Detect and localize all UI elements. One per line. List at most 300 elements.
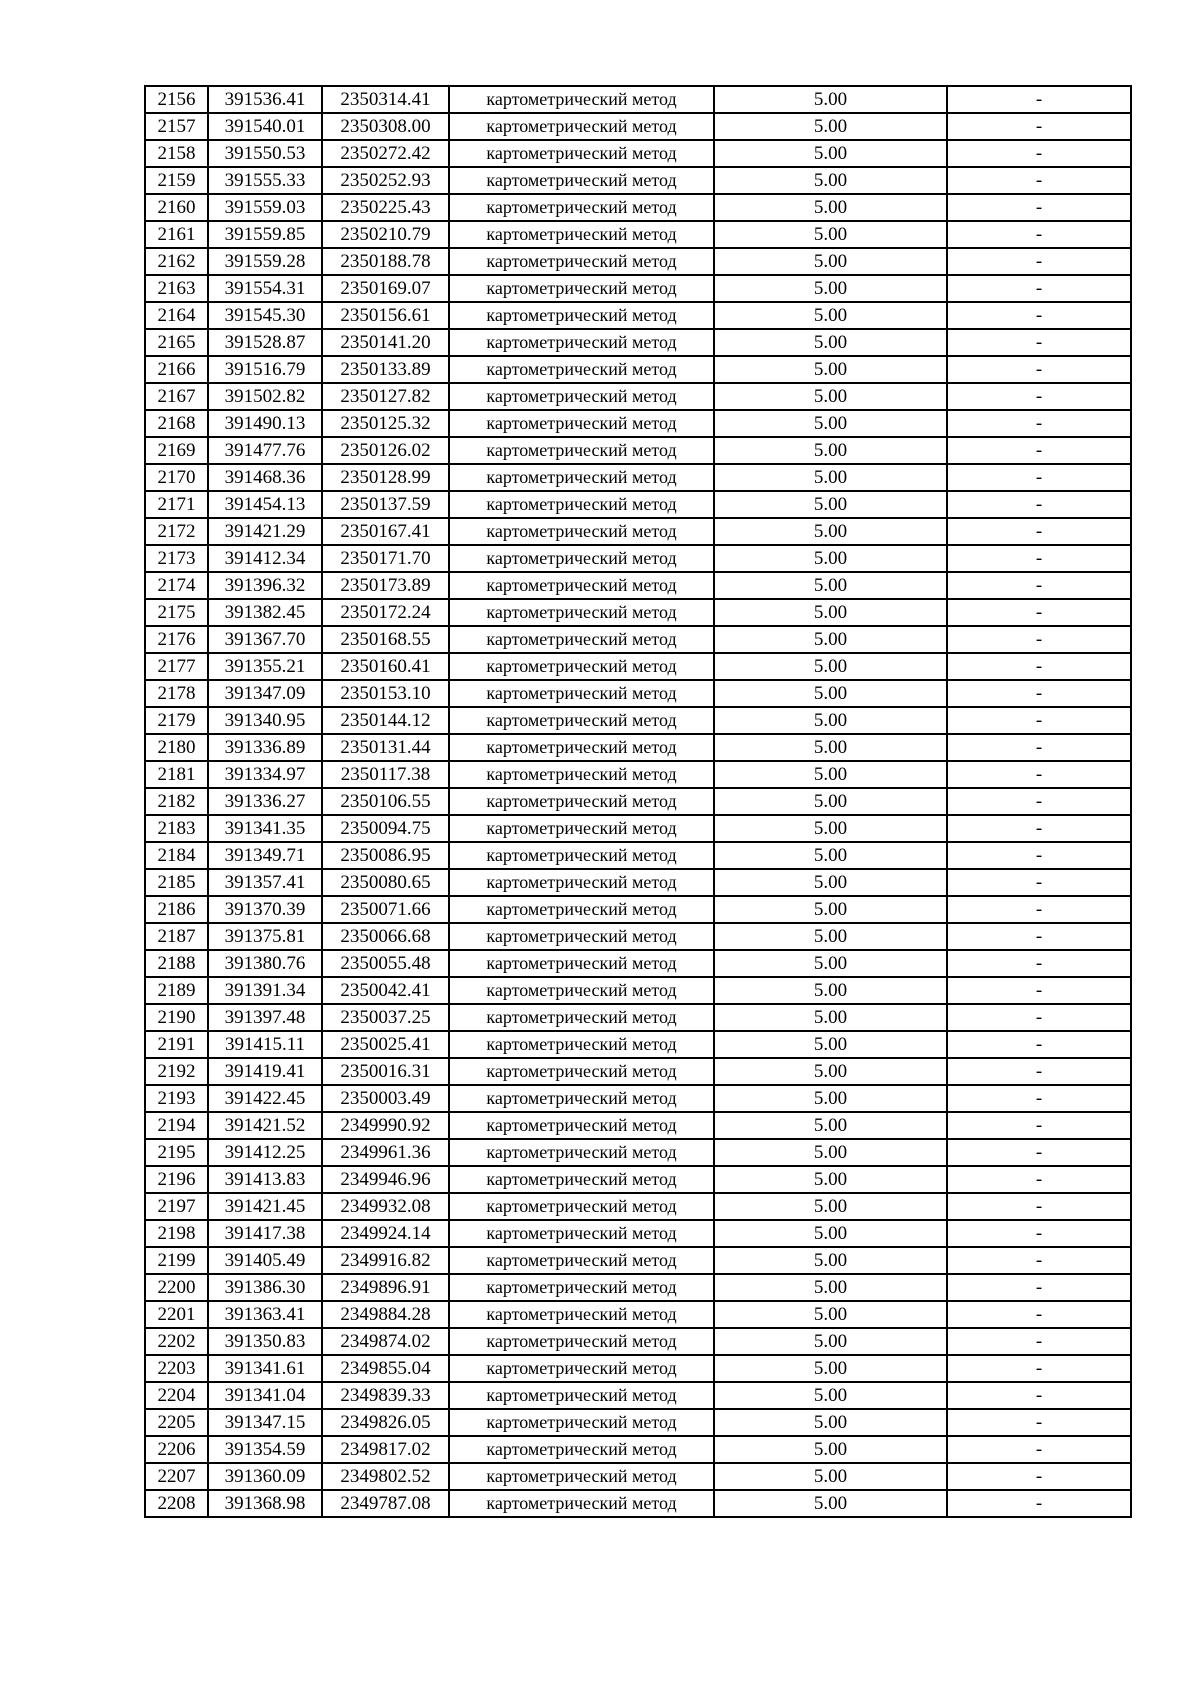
x-coordinate-cell: 391368.98 <box>208 1490 322 1517</box>
x-coordinate-cell: 391421.45 <box>208 1193 322 1220</box>
x-coordinate-cell: 391349.71 <box>208 842 322 869</box>
point-number-cell: 2180 <box>145 734 208 761</box>
table-row <box>145 1220 1131 1247</box>
y-coordinate-cell: 2350210.79 <box>322 221 449 248</box>
point-number-cell: 2161 <box>145 221 208 248</box>
table-row <box>145 167 1131 194</box>
x-coordinate-cell: 391375.81 <box>208 923 322 950</box>
table-row <box>145 275 1131 302</box>
precision-cell: 5.00 <box>714 275 947 302</box>
point-number-cell: 2199 <box>145 1247 208 1274</box>
precision-cell: 5.00 <box>714 815 947 842</box>
table-row <box>145 1139 1131 1166</box>
method-cell: картометрический метод <box>449 707 714 734</box>
precision-cell: 5.00 <box>714 1436 947 1463</box>
table-row <box>145 1490 1131 1517</box>
x-coordinate-cell: 391540.01 <box>208 113 322 140</box>
table-row <box>145 248 1131 275</box>
x-coordinate-cell: 391412.34 <box>208 545 322 572</box>
point-number-cell: 2187 <box>145 923 208 950</box>
note-cell: - <box>947 86 1131 113</box>
precision-cell: 5.00 <box>714 572 947 599</box>
note-cell: - <box>947 626 1131 653</box>
note-cell: - <box>947 1463 1131 1490</box>
table-row <box>145 923 1131 950</box>
point-number-cell: 2193 <box>145 1085 208 1112</box>
note-cell: - <box>947 680 1131 707</box>
table-row <box>145 410 1131 437</box>
x-coordinate-cell: 391468.36 <box>208 464 322 491</box>
table-row <box>145 788 1131 815</box>
method-cell: картометрический метод <box>449 788 714 815</box>
x-coordinate-cell: 391367.70 <box>208 626 322 653</box>
y-coordinate-cell: 2350086.95 <box>322 842 449 869</box>
y-coordinate-cell: 2349817.02 <box>322 1436 449 1463</box>
precision-cell: 5.00 <box>714 518 947 545</box>
note-cell: - <box>947 869 1131 896</box>
y-coordinate-cell: 2350128.99 <box>322 464 449 491</box>
y-coordinate-cell: 2349946.96 <box>322 1166 449 1193</box>
table-row <box>145 842 1131 869</box>
note-cell: - <box>947 356 1131 383</box>
precision-cell: 5.00 <box>714 1220 947 1247</box>
x-coordinate-cell: 391536.41 <box>208 86 322 113</box>
x-coordinate-cell: 391386.30 <box>208 1274 322 1301</box>
method-cell: картометрический метод <box>449 383 714 410</box>
precision-cell: 5.00 <box>714 842 947 869</box>
y-coordinate-cell: 2349874.02 <box>322 1328 449 1355</box>
table-row <box>145 140 1131 167</box>
x-coordinate-cell: 391417.38 <box>208 1220 322 1247</box>
note-cell: - <box>947 1301 1131 1328</box>
method-cell: картометрический метод <box>449 1382 714 1409</box>
precision-cell: 5.00 <box>714 113 947 140</box>
note-cell: - <box>947 248 1131 275</box>
y-coordinate-cell: 2349961.36 <box>322 1139 449 1166</box>
precision-cell: 5.00 <box>714 869 947 896</box>
note-cell: - <box>947 923 1131 950</box>
note-cell: - <box>947 1031 1131 1058</box>
y-coordinate-cell: 2349787.08 <box>322 1490 449 1517</box>
note-cell: - <box>947 1247 1131 1274</box>
method-cell: картометрический метод <box>449 977 714 1004</box>
y-coordinate-cell: 2350272.42 <box>322 140 449 167</box>
x-coordinate-cell: 391360.09 <box>208 1463 322 1490</box>
precision-cell: 5.00 <box>714 1112 947 1139</box>
precision-cell: 5.00 <box>714 1355 947 1382</box>
table-row <box>145 761 1131 788</box>
precision-cell: 5.00 <box>714 1139 947 1166</box>
table-row <box>145 869 1131 896</box>
note-cell: - <box>947 977 1131 1004</box>
y-coordinate-cell: 2350314.41 <box>322 86 449 113</box>
method-cell: картометрический метод <box>449 221 714 248</box>
table-row <box>145 329 1131 356</box>
precision-cell: 5.00 <box>714 1490 947 1517</box>
table-row <box>145 734 1131 761</box>
precision-cell: 5.00 <box>714 1193 947 1220</box>
table-row <box>145 302 1131 329</box>
point-number-cell: 2189 <box>145 977 208 1004</box>
method-cell: картометрический метод <box>449 437 714 464</box>
precision-cell: 5.00 <box>714 329 947 356</box>
point-number-cell: 2184 <box>145 842 208 869</box>
method-cell: картометрический метод <box>449 842 714 869</box>
point-number-cell: 2163 <box>145 275 208 302</box>
x-coordinate-cell: 391370.39 <box>208 896 322 923</box>
note-cell: - <box>947 329 1131 356</box>
x-coordinate-cell: 391412.25 <box>208 1139 322 1166</box>
x-coordinate-cell: 391336.27 <box>208 788 322 815</box>
y-coordinate-cell: 2349924.14 <box>322 1220 449 1247</box>
x-coordinate-cell: 391422.45 <box>208 1085 322 1112</box>
point-number-cell: 2171 <box>145 491 208 518</box>
y-coordinate-cell: 2350080.65 <box>322 869 449 896</box>
x-coordinate-cell: 391421.29 <box>208 518 322 545</box>
method-cell: картометрический метод <box>449 356 714 383</box>
y-coordinate-cell: 2349932.08 <box>322 1193 449 1220</box>
point-number-cell: 2174 <box>145 572 208 599</box>
x-coordinate-cell: 391421.52 <box>208 1112 322 1139</box>
precision-cell: 5.00 <box>714 923 947 950</box>
precision-cell: 5.00 <box>714 491 947 518</box>
y-coordinate-cell: 2350094.75 <box>322 815 449 842</box>
precision-cell: 5.00 <box>714 626 947 653</box>
x-coordinate-cell: 391350.83 <box>208 1328 322 1355</box>
method-cell: картометрический метод <box>449 1301 714 1328</box>
note-cell: - <box>947 707 1131 734</box>
precision-cell: 5.00 <box>714 1247 947 1274</box>
y-coordinate-cell: 2350168.55 <box>322 626 449 653</box>
y-coordinate-cell: 2350169.07 <box>322 275 449 302</box>
method-cell: картометрический метод <box>449 1139 714 1166</box>
precision-cell: 5.00 <box>714 86 947 113</box>
method-cell: картометрический метод <box>449 1355 714 1382</box>
x-coordinate-cell: 391502.82 <box>208 383 322 410</box>
y-coordinate-cell: 2350037.25 <box>322 1004 449 1031</box>
note-cell: - <box>947 1220 1131 1247</box>
precision-cell: 5.00 <box>714 356 947 383</box>
table-row <box>145 356 1131 383</box>
point-number-cell: 2206 <box>145 1436 208 1463</box>
table-row <box>145 1058 1131 1085</box>
note-cell: - <box>947 653 1131 680</box>
x-coordinate-cell: 391347.15 <box>208 1409 322 1436</box>
method-cell: картометрический метод <box>449 653 714 680</box>
table-row <box>145 626 1131 653</box>
point-number-cell: 2186 <box>145 896 208 923</box>
point-number-cell: 2198 <box>145 1220 208 1247</box>
y-coordinate-cell: 2350016.31 <box>322 1058 449 1085</box>
y-coordinate-cell: 2350144.12 <box>322 707 449 734</box>
method-cell: картометрический метод <box>449 248 714 275</box>
precision-cell: 5.00 <box>714 1328 947 1355</box>
note-cell: - <box>947 221 1131 248</box>
note-cell: - <box>947 1058 1131 1085</box>
note-cell: - <box>947 734 1131 761</box>
precision-cell: 5.00 <box>714 437 947 464</box>
table-row <box>145 1085 1131 1112</box>
point-number-cell: 2202 <box>145 1328 208 1355</box>
y-coordinate-cell: 2349839.33 <box>322 1382 449 1409</box>
note-cell: - <box>947 464 1131 491</box>
point-number-cell: 2157 <box>145 113 208 140</box>
y-coordinate-cell: 2350117.38 <box>322 761 449 788</box>
point-number-cell: 2167 <box>145 383 208 410</box>
x-coordinate-cell: 391550.53 <box>208 140 322 167</box>
method-cell: картометрический метод <box>449 545 714 572</box>
method-cell: картометрический метод <box>449 1274 714 1301</box>
method-cell: картометрический метод <box>449 194 714 221</box>
point-number-cell: 2204 <box>145 1382 208 1409</box>
note-cell: - <box>947 1139 1131 1166</box>
y-coordinate-cell: 2349802.52 <box>322 1463 449 1490</box>
precision-cell: 5.00 <box>714 545 947 572</box>
method-cell: картометрический метод <box>449 464 714 491</box>
y-coordinate-cell: 2350133.89 <box>322 356 449 383</box>
precision-cell: 5.00 <box>714 680 947 707</box>
coordinates-table-body <box>145 86 1131 1517</box>
method-cell: картометрический метод <box>449 275 714 302</box>
precision-cell: 5.00 <box>714 950 947 977</box>
method-cell: картометрический метод <box>449 572 714 599</box>
y-coordinate-cell: 2349916.82 <box>322 1247 449 1274</box>
x-coordinate-cell: 391559.28 <box>208 248 322 275</box>
table-row <box>145 1166 1131 1193</box>
table-row <box>145 1382 1131 1409</box>
table-row <box>145 815 1131 842</box>
y-coordinate-cell: 2350131.44 <box>322 734 449 761</box>
y-coordinate-cell: 2350042.41 <box>322 977 449 1004</box>
method-cell: картометрический метод <box>449 1490 714 1517</box>
point-number-cell: 2176 <box>145 626 208 653</box>
precision-cell: 5.00 <box>714 464 947 491</box>
x-coordinate-cell: 391528.87 <box>208 329 322 356</box>
method-cell: картометрический метод <box>449 167 714 194</box>
y-coordinate-cell: 2350106.55 <box>322 788 449 815</box>
note-cell: - <box>947 410 1131 437</box>
x-coordinate-cell: 391357.41 <box>208 869 322 896</box>
precision-cell: 5.00 <box>714 761 947 788</box>
method-cell: картометрический метод <box>449 1409 714 1436</box>
point-number-cell: 2159 <box>145 167 208 194</box>
table-row <box>145 86 1131 113</box>
x-coordinate-cell: 391413.83 <box>208 1166 322 1193</box>
point-number-cell: 2200 <box>145 1274 208 1301</box>
table-row <box>145 1463 1131 1490</box>
point-number-cell: 2183 <box>145 815 208 842</box>
method-cell: картометрический метод <box>449 1436 714 1463</box>
table-row <box>145 950 1131 977</box>
precision-cell: 5.00 <box>714 1085 947 1112</box>
point-number-cell: 2182 <box>145 788 208 815</box>
point-number-cell: 2190 <box>145 1004 208 1031</box>
point-number-cell: 2164 <box>145 302 208 329</box>
point-number-cell: 2173 <box>145 545 208 572</box>
x-coordinate-cell: 391396.32 <box>208 572 322 599</box>
y-coordinate-cell: 2350172.24 <box>322 599 449 626</box>
y-coordinate-cell: 2349990.92 <box>322 1112 449 1139</box>
point-number-cell: 2170 <box>145 464 208 491</box>
point-number-cell: 2192 <box>145 1058 208 1085</box>
point-number-cell: 2205 <box>145 1409 208 1436</box>
point-number-cell: 2201 <box>145 1301 208 1328</box>
note-cell: - <box>947 491 1131 518</box>
point-number-cell: 2195 <box>145 1139 208 1166</box>
point-number-cell: 2188 <box>145 950 208 977</box>
note-cell: - <box>947 518 1131 545</box>
precision-cell: 5.00 <box>714 167 947 194</box>
precision-cell: 5.00 <box>714 788 947 815</box>
x-coordinate-cell: 391391.34 <box>208 977 322 1004</box>
table-row <box>145 707 1131 734</box>
table-row <box>145 1031 1131 1058</box>
table-row <box>145 653 1131 680</box>
x-coordinate-cell: 391341.35 <box>208 815 322 842</box>
x-coordinate-cell: 391405.49 <box>208 1247 322 1274</box>
table-row <box>145 1004 1131 1031</box>
coordinates-table <box>144 85 1132 1518</box>
precision-cell: 5.00 <box>714 221 947 248</box>
precision-cell: 5.00 <box>714 1004 947 1031</box>
note-cell: - <box>947 1193 1131 1220</box>
x-coordinate-cell: 391382.45 <box>208 599 322 626</box>
table-row <box>145 464 1131 491</box>
x-coordinate-cell: 391336.89 <box>208 734 322 761</box>
y-coordinate-cell: 2350066.68 <box>322 923 449 950</box>
y-coordinate-cell: 2349896.91 <box>322 1274 449 1301</box>
y-coordinate-cell: 2350125.32 <box>322 410 449 437</box>
table-row <box>145 1247 1131 1274</box>
table-row <box>145 383 1131 410</box>
table-row <box>145 221 1131 248</box>
x-coordinate-cell: 391559.85 <box>208 221 322 248</box>
precision-cell: 5.00 <box>714 140 947 167</box>
point-number-cell: 2181 <box>145 761 208 788</box>
method-cell: картометрический метод <box>449 1328 714 1355</box>
point-number-cell: 2208 <box>145 1490 208 1517</box>
x-coordinate-cell: 391490.13 <box>208 410 322 437</box>
x-coordinate-cell: 391555.33 <box>208 167 322 194</box>
note-cell: - <box>947 194 1131 221</box>
table-row <box>145 1355 1131 1382</box>
method-cell: картометрический метод <box>449 950 714 977</box>
method-cell: картометрический метод <box>449 1220 714 1247</box>
point-number-cell: 2178 <box>145 680 208 707</box>
precision-cell: 5.00 <box>714 1463 947 1490</box>
precision-cell: 5.00 <box>714 653 947 680</box>
note-cell: - <box>947 572 1131 599</box>
method-cell: картометрический метод <box>449 1085 714 1112</box>
y-coordinate-cell: 2350308.00 <box>322 113 449 140</box>
note-cell: - <box>947 788 1131 815</box>
method-cell: картометрический метод <box>449 302 714 329</box>
note-cell: - <box>947 1490 1131 1517</box>
precision-cell: 5.00 <box>714 977 947 1004</box>
note-cell: - <box>947 599 1131 626</box>
y-coordinate-cell: 2350171.70 <box>322 545 449 572</box>
method-cell: картометрический метод <box>449 1058 714 1085</box>
x-coordinate-cell: 391355.21 <box>208 653 322 680</box>
method-cell: картометрический метод <box>449 869 714 896</box>
x-coordinate-cell: 391341.61 <box>208 1355 322 1382</box>
method-cell: картометрический метод <box>449 410 714 437</box>
table-row <box>145 1112 1131 1139</box>
method-cell: картометрический метод <box>449 1166 714 1193</box>
method-cell: картометрический метод <box>449 518 714 545</box>
point-number-cell: 2162 <box>145 248 208 275</box>
precision-cell: 5.00 <box>714 302 947 329</box>
y-coordinate-cell: 2350252.93 <box>322 167 449 194</box>
note-cell: - <box>947 1004 1131 1031</box>
note-cell: - <box>947 1409 1131 1436</box>
x-coordinate-cell: 391334.97 <box>208 761 322 788</box>
y-coordinate-cell: 2350127.82 <box>322 383 449 410</box>
x-coordinate-cell: 391415.11 <box>208 1031 322 1058</box>
method-cell: картометрический метод <box>449 1112 714 1139</box>
point-number-cell: 2179 <box>145 707 208 734</box>
precision-cell: 5.00 <box>714 1058 947 1085</box>
y-coordinate-cell: 2350153.10 <box>322 680 449 707</box>
point-number-cell: 2194 <box>145 1112 208 1139</box>
point-number-cell: 2156 <box>145 86 208 113</box>
note-cell: - <box>947 1112 1131 1139</box>
y-coordinate-cell: 2350160.41 <box>322 653 449 680</box>
table-row <box>145 1274 1131 1301</box>
note-cell: - <box>947 1355 1131 1382</box>
point-number-cell: 2160 <box>145 194 208 221</box>
table-row <box>145 1328 1131 1355</box>
y-coordinate-cell: 2350225.43 <box>322 194 449 221</box>
x-coordinate-cell: 391397.48 <box>208 1004 322 1031</box>
method-cell: картометрический метод <box>449 1193 714 1220</box>
precision-cell: 5.00 <box>714 1031 947 1058</box>
table-row <box>145 1301 1131 1328</box>
x-coordinate-cell: 391559.03 <box>208 194 322 221</box>
point-number-cell: 2175 <box>145 599 208 626</box>
note-cell: - <box>947 842 1131 869</box>
precision-cell: 5.00 <box>714 599 947 626</box>
note-cell: - <box>947 1085 1131 1112</box>
method-cell: картометрический метод <box>449 113 714 140</box>
note-cell: - <box>947 545 1131 572</box>
table-row <box>145 1409 1131 1436</box>
y-coordinate-cell: 2350173.89 <box>322 572 449 599</box>
y-coordinate-cell: 2349884.28 <box>322 1301 449 1328</box>
note-cell: - <box>947 1436 1131 1463</box>
table-row <box>145 113 1131 140</box>
table-row <box>145 977 1131 1004</box>
method-cell: картометрический метод <box>449 1004 714 1031</box>
table-row <box>145 896 1131 923</box>
method-cell: картометрический метод <box>449 815 714 842</box>
method-cell: картометрический метод <box>449 923 714 950</box>
method-cell: картометрический метод <box>449 1247 714 1274</box>
note-cell: - <box>947 1328 1131 1355</box>
precision-cell: 5.00 <box>714 194 947 221</box>
note-cell: - <box>947 302 1131 329</box>
point-number-cell: 2203 <box>145 1355 208 1382</box>
method-cell: картометрический метод <box>449 140 714 167</box>
y-coordinate-cell: 2350156.61 <box>322 302 449 329</box>
note-cell: - <box>947 140 1131 167</box>
note-cell: - <box>947 1166 1131 1193</box>
note-cell: - <box>947 1382 1131 1409</box>
x-coordinate-cell: 391347.09 <box>208 680 322 707</box>
point-number-cell: 2207 <box>145 1463 208 1490</box>
point-number-cell: 2197 <box>145 1193 208 1220</box>
table-row <box>145 680 1131 707</box>
